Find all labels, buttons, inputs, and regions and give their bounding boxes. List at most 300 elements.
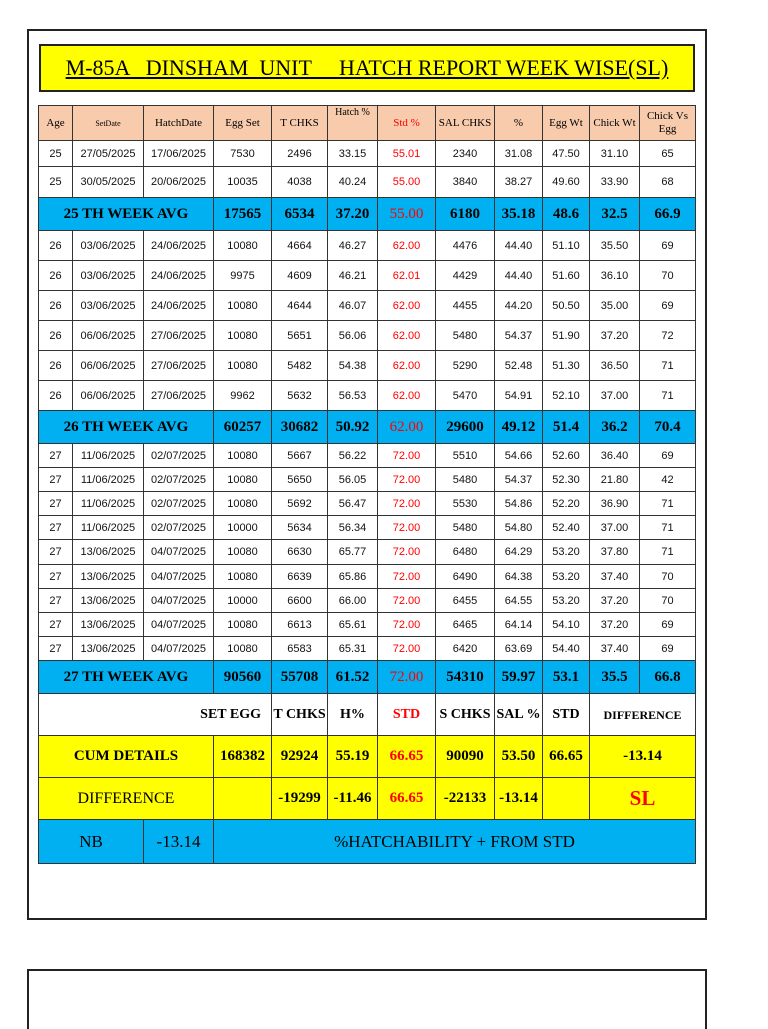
table-row bbox=[39, 351, 696, 381]
table-cell: 10080 bbox=[214, 613, 272, 637]
table-row bbox=[39, 167, 696, 198]
cum-label: CUM DETAILS bbox=[39, 736, 214, 778]
table-cell: 54.37 bbox=[495, 321, 543, 351]
table-cell: 66.00 bbox=[328, 589, 378, 613]
table-cell: 54.91 bbox=[495, 381, 543, 411]
table-cell: 10000 bbox=[214, 589, 272, 613]
header-age: Age bbox=[39, 106, 73, 141]
table-cell: 6639 bbox=[272, 565, 328, 589]
table-row bbox=[39, 613, 696, 637]
table-cell: 37.20 bbox=[590, 321, 640, 351]
table-cell: 4429 bbox=[436, 261, 495, 291]
table-cell: 5480 bbox=[436, 468, 495, 492]
table-cell: 10080 bbox=[214, 565, 272, 589]
table-cell: 4609 bbox=[272, 261, 328, 291]
header-chick-vs-egg: Chick Vs Egg bbox=[640, 106, 696, 141]
table-cell: 04/07/2025 bbox=[144, 540, 214, 565]
table-cell: 21.80 bbox=[590, 468, 640, 492]
summary-std2-label: STD bbox=[543, 694, 590, 736]
table-cell: 10080 bbox=[214, 231, 272, 261]
table-cell: 03/06/2025 bbox=[73, 261, 144, 291]
cum-set-egg: 168382 bbox=[214, 736, 272, 778]
table-cell: 64.29 bbox=[495, 540, 543, 565]
table-cell: 37.40 bbox=[590, 637, 640, 661]
table-cell: 6490 bbox=[436, 565, 495, 589]
table-cell: 13/06/2025 bbox=[73, 613, 144, 637]
table-cell: 72.00 bbox=[378, 589, 436, 613]
week-avg-cell: 61.52 bbox=[328, 661, 378, 694]
table-cell: 46.21 bbox=[328, 261, 378, 291]
week-avg-cell: 35.18 bbox=[495, 198, 543, 231]
week-avg-cell: 36.2 bbox=[590, 411, 640, 444]
difference-std2 bbox=[543, 778, 590, 820]
table-cell: 62.00 bbox=[378, 231, 436, 261]
table-cell: 52.10 bbox=[543, 381, 590, 411]
table-cell: 10080 bbox=[214, 444, 272, 468]
difference-s-chks: -22133 bbox=[436, 778, 495, 820]
table-cell: 03/06/2025 bbox=[73, 291, 144, 321]
difference-label: DIFFERENCE bbox=[39, 778, 214, 820]
summary-set-egg-label: SET EGG bbox=[39, 694, 272, 736]
table-cell: 2340 bbox=[436, 141, 495, 167]
table-cell: 72.00 bbox=[378, 468, 436, 492]
table-cell: 6480 bbox=[436, 540, 495, 565]
table-cell: 71 bbox=[640, 516, 696, 540]
table-cell: 5632 bbox=[272, 381, 328, 411]
table-cell: 70 bbox=[640, 261, 696, 291]
week-avg-cell: 50.92 bbox=[328, 411, 378, 444]
table-cell: 02/07/2025 bbox=[144, 516, 214, 540]
difference-row bbox=[39, 778, 696, 820]
table-cell: 52.48 bbox=[495, 351, 543, 381]
table-cell: 36.50 bbox=[590, 351, 640, 381]
table-cell: 24/06/2025 bbox=[144, 231, 214, 261]
header-hatch-pct: Hatch % bbox=[328, 106, 378, 141]
table-cell: 5530 bbox=[436, 492, 495, 516]
table-cell: 11/06/2025 bbox=[73, 444, 144, 468]
table-row bbox=[39, 468, 696, 492]
table-cell: 27/06/2025 bbox=[144, 351, 214, 381]
table-cell: 31.08 bbox=[495, 141, 543, 167]
nb-label: NB bbox=[39, 820, 144, 864]
table-cell: 25 bbox=[39, 141, 73, 167]
table-cell: 46.27 bbox=[328, 231, 378, 261]
table-cell: 72.00 bbox=[378, 613, 436, 637]
table-cell: 5692 bbox=[272, 492, 328, 516]
table-cell: 26 bbox=[39, 381, 73, 411]
table-cell: 65.61 bbox=[328, 613, 378, 637]
table-cell: 6583 bbox=[272, 637, 328, 661]
week-avg-cell: 48.6 bbox=[543, 198, 590, 231]
table-cell: 04/07/2025 bbox=[144, 589, 214, 613]
table-cell: 9962 bbox=[214, 381, 272, 411]
table-cell: 5634 bbox=[272, 516, 328, 540]
table-cell: 72.00 bbox=[378, 565, 436, 589]
table-cell: 62.00 bbox=[378, 381, 436, 411]
table-cell: 49.60 bbox=[543, 167, 590, 198]
table-cell: 10080 bbox=[214, 351, 272, 381]
table-cell: 04/07/2025 bbox=[144, 637, 214, 661]
next-page-frame bbox=[27, 969, 707, 1029]
table-cell: 27 bbox=[39, 540, 73, 565]
nb-value: -13.14 bbox=[144, 820, 214, 864]
table-cell: 37.20 bbox=[590, 613, 640, 637]
week-avg-cell: 29600 bbox=[436, 411, 495, 444]
sl-flag: SL bbox=[590, 778, 696, 820]
table-cell: 5480 bbox=[436, 516, 495, 540]
table-cell: 6600 bbox=[272, 589, 328, 613]
table-cell: 50.50 bbox=[543, 291, 590, 321]
table-cell: 10080 bbox=[214, 492, 272, 516]
week-avg-cell: 54310 bbox=[436, 661, 495, 694]
table-cell: 33.15 bbox=[328, 141, 378, 167]
table-cell: 54.40 bbox=[543, 637, 590, 661]
week-avg-row bbox=[39, 661, 696, 694]
table-cell: 54.80 bbox=[495, 516, 543, 540]
table-cell: 13/06/2025 bbox=[73, 637, 144, 661]
table-cell: 27 bbox=[39, 565, 73, 589]
table-cell: 63.69 bbox=[495, 637, 543, 661]
week-avg-cell: 72.00 bbox=[378, 661, 436, 694]
table-cell: 44.20 bbox=[495, 291, 543, 321]
table-cell: 30/05/2025 bbox=[73, 167, 144, 198]
table-cell: 46.07 bbox=[328, 291, 378, 321]
table-cell: 65.77 bbox=[328, 540, 378, 565]
summary-difference-label: DIFFERENCE bbox=[590, 694, 696, 736]
week-avg-cell: 55708 bbox=[272, 661, 328, 694]
header-std-pct: Std % bbox=[378, 106, 436, 141]
table-cell: 27 bbox=[39, 492, 73, 516]
week-avg-cell: 70.4 bbox=[640, 411, 696, 444]
header-pct: % bbox=[495, 106, 543, 141]
summary-header-row bbox=[39, 694, 696, 736]
table-cell: 27 bbox=[39, 613, 73, 637]
difference-set-egg bbox=[214, 778, 272, 820]
table-row bbox=[39, 589, 696, 613]
table-row bbox=[39, 231, 696, 261]
table-cell: 4476 bbox=[436, 231, 495, 261]
nb-note: %HATCHABILITY + FROM STD bbox=[214, 820, 696, 864]
table-cell: 11/06/2025 bbox=[73, 492, 144, 516]
week-avg-cell: 53.1 bbox=[543, 661, 590, 694]
cum-t-chks: 92924 bbox=[272, 736, 328, 778]
table-row bbox=[39, 565, 696, 589]
table-cell: 5667 bbox=[272, 444, 328, 468]
table-cell: 04/07/2025 bbox=[144, 613, 214, 637]
table-row bbox=[39, 637, 696, 661]
table-cell: 53.20 bbox=[543, 565, 590, 589]
table-cell: 35.00 bbox=[590, 291, 640, 321]
table-cell: 44.40 bbox=[495, 261, 543, 291]
table-cell: 62.01 bbox=[378, 261, 436, 291]
header-sal-chks: SAL CHKS bbox=[436, 106, 495, 141]
table-cell: 5470 bbox=[436, 381, 495, 411]
table-cell: 51.60 bbox=[543, 261, 590, 291]
week-avg-cell: 66.9 bbox=[640, 198, 696, 231]
table-cell: 06/06/2025 bbox=[73, 381, 144, 411]
difference-sal-pct: -13.14 bbox=[495, 778, 543, 820]
table-cell: 56.22 bbox=[328, 444, 378, 468]
table-cell: 70 bbox=[640, 589, 696, 613]
nb-row bbox=[39, 820, 696, 864]
week-avg-cell: 35.5 bbox=[590, 661, 640, 694]
table-cell: 13/06/2025 bbox=[73, 540, 144, 565]
header-row bbox=[39, 106, 696, 141]
table-cell: 56.06 bbox=[328, 321, 378, 351]
week-avg-cell: 32.5 bbox=[590, 198, 640, 231]
table-cell: 10080 bbox=[214, 321, 272, 351]
table-cell: 56.47 bbox=[328, 492, 378, 516]
table-cell: 6420 bbox=[436, 637, 495, 661]
header-hatchdate: HatchDate bbox=[144, 106, 214, 141]
table-cell: 64.55 bbox=[495, 589, 543, 613]
summary-s-chks-label: S CHKS bbox=[436, 694, 495, 736]
table-cell: 17/06/2025 bbox=[144, 141, 214, 167]
header-setdate: SetDate bbox=[73, 106, 144, 141]
difference-std: 66.65 bbox=[378, 778, 436, 820]
table-cell: 64.38 bbox=[495, 565, 543, 589]
table-cell: 13/06/2025 bbox=[73, 565, 144, 589]
table-cell: 4664 bbox=[272, 231, 328, 261]
table-cell: 3840 bbox=[436, 167, 495, 198]
table-cell: 44.40 bbox=[495, 231, 543, 261]
table-cell: 10080 bbox=[214, 637, 272, 661]
table-cell: 71 bbox=[640, 351, 696, 381]
table-cell: 69 bbox=[640, 444, 696, 468]
table-cell: 27 bbox=[39, 444, 73, 468]
week-avg-row bbox=[39, 411, 696, 444]
cum-s-chks: 90090 bbox=[436, 736, 495, 778]
table-cell: 53.20 bbox=[543, 589, 590, 613]
table-cell: 51.30 bbox=[543, 351, 590, 381]
table-cell: 35.50 bbox=[590, 231, 640, 261]
table-row bbox=[39, 381, 696, 411]
table-cell: 52.30 bbox=[543, 468, 590, 492]
table-cell: 20/06/2025 bbox=[144, 167, 214, 198]
table-cell: 6465 bbox=[436, 613, 495, 637]
report-sheet bbox=[27, 29, 707, 920]
table-cell: 37.20 bbox=[590, 589, 640, 613]
table-cell: 69 bbox=[640, 231, 696, 261]
table-cell: 06/06/2025 bbox=[73, 351, 144, 381]
table-cell: 5510 bbox=[436, 444, 495, 468]
week-avg-label: 25 TH WEEK AVG bbox=[39, 198, 214, 231]
table-cell: 27/05/2025 bbox=[73, 141, 144, 167]
table-cell: 69 bbox=[640, 291, 696, 321]
table-cell: 52.40 bbox=[543, 516, 590, 540]
table-cell: 11/06/2025 bbox=[73, 516, 144, 540]
table-row bbox=[39, 141, 696, 167]
table-cell: 54.86 bbox=[495, 492, 543, 516]
difference-t-chks: -19299 bbox=[272, 778, 328, 820]
table-cell: 72.00 bbox=[378, 540, 436, 565]
table-cell: 56.53 bbox=[328, 381, 378, 411]
table-cell: 52.60 bbox=[543, 444, 590, 468]
table-row bbox=[39, 291, 696, 321]
cum-sal-pct: 53.50 bbox=[495, 736, 543, 778]
table-cell: 72.00 bbox=[378, 516, 436, 540]
table-cell: 13/06/2025 bbox=[73, 589, 144, 613]
header-chick-wt: Chick Wt bbox=[590, 106, 640, 141]
week-avg-cell: 62.00 bbox=[378, 411, 436, 444]
table-cell: 26 bbox=[39, 261, 73, 291]
week-avg-cell: 90560 bbox=[214, 661, 272, 694]
table-cell: 42 bbox=[640, 468, 696, 492]
header-egg-set: Egg Set bbox=[214, 106, 272, 141]
table-row bbox=[39, 516, 696, 540]
table-cell: 56.05 bbox=[328, 468, 378, 492]
report-title-text: M-85A DINSHAM UNIT HATCH REPORT WEEK WISE(SL) bbox=[65, 55, 669, 80]
table-cell: 62.00 bbox=[378, 351, 436, 381]
week-avg-cell: 66.8 bbox=[640, 661, 696, 694]
table-cell: 27/06/2025 bbox=[144, 381, 214, 411]
table-cell: 26 bbox=[39, 351, 73, 381]
table-cell: 71 bbox=[640, 492, 696, 516]
week-avg-cell: 55.00 bbox=[378, 198, 436, 231]
table-cell: 27/06/2025 bbox=[144, 321, 214, 351]
table-cell: 25 bbox=[39, 167, 73, 198]
week-avg-row bbox=[39, 198, 696, 231]
table-cell: 37.00 bbox=[590, 381, 640, 411]
table-cell: 9975 bbox=[214, 261, 272, 291]
cum-h-pct: 55.19 bbox=[328, 736, 378, 778]
week-avg-cell: 6534 bbox=[272, 198, 328, 231]
table-cell: 64.14 bbox=[495, 613, 543, 637]
table-cell: 5480 bbox=[436, 321, 495, 351]
table-cell: 70 bbox=[640, 565, 696, 589]
table-cell: 69 bbox=[640, 613, 696, 637]
table-cell: 37.80 bbox=[590, 540, 640, 565]
table-cell: 53.20 bbox=[543, 540, 590, 565]
table-cell: 72.00 bbox=[378, 492, 436, 516]
table-cell: 54.38 bbox=[328, 351, 378, 381]
table-cell: 40.24 bbox=[328, 167, 378, 198]
table-cell: 65 bbox=[640, 141, 696, 167]
table-cell: 68 bbox=[640, 167, 696, 198]
table-cell: 24/06/2025 bbox=[144, 261, 214, 291]
summary-sal-pct-label: SAL % bbox=[495, 694, 543, 736]
week-avg-cell: 60257 bbox=[214, 411, 272, 444]
table-cell: 6630 bbox=[272, 540, 328, 565]
table-cell: 54.37 bbox=[495, 468, 543, 492]
table-row bbox=[39, 540, 696, 565]
table-cell: 62.00 bbox=[378, 321, 436, 351]
table-cell: 4038 bbox=[272, 167, 328, 198]
week-avg-cell: 37.20 bbox=[328, 198, 378, 231]
table-cell: 62.00 bbox=[378, 291, 436, 321]
table-cell: 38.27 bbox=[495, 167, 543, 198]
table-cell: 26 bbox=[39, 231, 73, 261]
table-cell: 10080 bbox=[214, 468, 272, 492]
summary-t-chks-label: T CHKS bbox=[272, 694, 328, 736]
table-cell: 27 bbox=[39, 468, 73, 492]
cum-details-row bbox=[39, 736, 696, 778]
table-cell: 37.40 bbox=[590, 565, 640, 589]
table-cell: 71 bbox=[640, 381, 696, 411]
table-cell: 5650 bbox=[272, 468, 328, 492]
table-cell: 02/07/2025 bbox=[144, 444, 214, 468]
table-cell: 2496 bbox=[272, 141, 328, 167]
table-row bbox=[39, 321, 696, 351]
table-cell: 72 bbox=[640, 321, 696, 351]
table-row bbox=[39, 492, 696, 516]
table-cell: 37.00 bbox=[590, 516, 640, 540]
difference-h-pct: -11.46 bbox=[328, 778, 378, 820]
table-cell: 24/06/2025 bbox=[144, 291, 214, 321]
summary-h-pct-label: H% bbox=[328, 694, 378, 736]
table-cell: 65.86 bbox=[328, 565, 378, 589]
header-t-chks: T CHKS bbox=[272, 106, 328, 141]
table-cell: 5482 bbox=[272, 351, 328, 381]
table-cell: 10080 bbox=[214, 291, 272, 321]
table-cell: 31.10 bbox=[590, 141, 640, 167]
table-cell: 11/06/2025 bbox=[73, 468, 144, 492]
table-cell: 65.31 bbox=[328, 637, 378, 661]
hatch-table bbox=[38, 105, 696, 864]
table-cell: 27 bbox=[39, 637, 73, 661]
table-cell: 4644 bbox=[272, 291, 328, 321]
week-avg-cell: 6180 bbox=[436, 198, 495, 231]
table-cell: 4455 bbox=[436, 291, 495, 321]
table-cell: 10080 bbox=[214, 540, 272, 565]
table-cell: 6613 bbox=[272, 613, 328, 637]
table-cell: 36.10 bbox=[590, 261, 640, 291]
table-cell: 55.01 bbox=[378, 141, 436, 167]
table-cell: 27 bbox=[39, 516, 73, 540]
table-cell: 71 bbox=[640, 540, 696, 565]
week-avg-cell: 30682 bbox=[272, 411, 328, 444]
table-cell: 02/07/2025 bbox=[144, 468, 214, 492]
table-row bbox=[39, 261, 696, 291]
table-cell: 72.00 bbox=[378, 637, 436, 661]
cum-std2: 66.65 bbox=[543, 736, 590, 778]
summary-std-label: STD bbox=[378, 694, 436, 736]
table-cell: 56.34 bbox=[328, 516, 378, 540]
table-cell: 06/06/2025 bbox=[73, 321, 144, 351]
cum-std: 66.65 bbox=[378, 736, 436, 778]
week-avg-cell: 51.4 bbox=[543, 411, 590, 444]
table-cell: 02/07/2025 bbox=[144, 492, 214, 516]
week-avg-label: 27 TH WEEK AVG bbox=[39, 661, 214, 694]
table-cell: 69 bbox=[640, 637, 696, 661]
table-cell: 54.10 bbox=[543, 613, 590, 637]
table-cell: 36.40 bbox=[590, 444, 640, 468]
table-cell: 47.50 bbox=[543, 141, 590, 167]
table-cell: 54.66 bbox=[495, 444, 543, 468]
table-cell: 26 bbox=[39, 321, 73, 351]
table-cell: 6455 bbox=[436, 589, 495, 613]
week-avg-cell: 59.97 bbox=[495, 661, 543, 694]
table-cell: 51.90 bbox=[543, 321, 590, 351]
table-cell: 04/07/2025 bbox=[144, 565, 214, 589]
table-cell: 5290 bbox=[436, 351, 495, 381]
table-row bbox=[39, 444, 696, 468]
table-cell: 27 bbox=[39, 589, 73, 613]
cum-difference: -13.14 bbox=[590, 736, 696, 778]
table-cell: 26 bbox=[39, 291, 73, 321]
table-cell: 03/06/2025 bbox=[73, 231, 144, 261]
table-cell: 51.10 bbox=[543, 231, 590, 261]
table-cell: 55.00 bbox=[378, 167, 436, 198]
header-egg-wt: Egg Wt bbox=[543, 106, 590, 141]
week-avg-cell: 17565 bbox=[214, 198, 272, 231]
table-cell: 10000 bbox=[214, 516, 272, 540]
table-cell: 10035 bbox=[214, 167, 272, 198]
table-cell: 36.90 bbox=[590, 492, 640, 516]
table-cell: 72.00 bbox=[378, 444, 436, 468]
table-cell: 52.20 bbox=[543, 492, 590, 516]
week-avg-cell: 49.12 bbox=[495, 411, 543, 444]
